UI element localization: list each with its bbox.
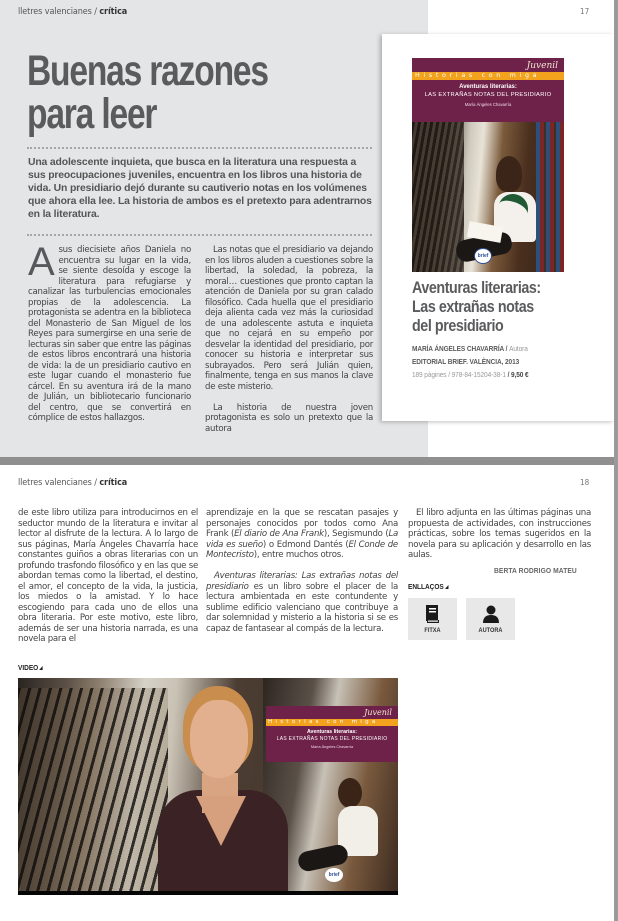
page-17 [0, 0, 614, 457]
corner-arrow-icon [39, 666, 43, 670]
viewer-scrollbar-edge[interactable] [614, 0, 618, 921]
book-isbn: 978-84-15204-38-1 [451, 370, 506, 379]
video-heading: VIDEO [18, 663, 43, 672]
cover-series-label: Juvenil [526, 61, 558, 71]
body-column-3: El libro adjunta en las últimas páginas una propuesta de actividades, con instrucciones prácticas, sobre los temas sugeridos en la novela para su aplicación y desarrollo en las aulas. [408, 508, 591, 560]
library-railings [18, 688, 168, 892]
drop-cap: A [28, 240, 55, 284]
book-title: Aventuras literarias: Las extrañas notas del presidiario [412, 278, 541, 335]
cover-title: Aventuras literarias: [459, 84, 517, 90]
running-header: lletres valencianes / crítica [18, 7, 128, 17]
article-byline: BERTA RODRIGO MATEU [494, 566, 577, 575]
book-author-line: MARÍA ÁNGELES CHAVARRÍA / Autora [412, 344, 528, 353]
video-bottom-bar [18, 891, 398, 895]
cover-author: María Ángeles Chavarría [464, 102, 512, 107]
book-publisher: EDITORIAL BRIEF. VALÈNCIA, 2013 [412, 357, 520, 366]
book-cover-image[interactable] [412, 58, 564, 272]
article-lead: Una adolescente inquieta, que busca en la literatura una respuesta a sus preocupaciones juveniles, encuentra en los libros una historia de vida. Un presidiario dejó durante su cautiverio notas en los volúmenes que ahora ella lee. La historia de ambos es el pretexto para adentrarnos en la literatura. [28, 157, 372, 220]
page-number: 18 [580, 478, 590, 487]
book-pages: 189 pàgines [412, 370, 447, 379]
subsection-name: crítica [99, 7, 128, 17]
running-header: lletres valencianes / crítica [18, 478, 128, 488]
body-column-1: Asus diecisiete años Daniela no encuentra su lugar en la vida, se siente desoída y escoge la literatura para refugiarse y canalizar las turbulencias emocionales propias de la adolescencia. La protagonista se adentra en la biblioteca del Monasterio de San Miguel de los Reyes para sumergirse en una serie de lecturas sin saber que entre las páginas de estos libros encontrará una historia de vida: la de un presidiario cautivo en este lugar cuando el monasterio fue cárcel. En su aventura irá de la mano de Julián, un bibliotecario funcionario del centro, que se convertirá en cómplice de estos hallazgos. [28, 240, 191, 423]
subsection-name: crítica [99, 478, 128, 488]
body-column-2: Las notas que el presidiario va dejando en los libros aluden a cuestiones sobre la libertad, la soledad, la pobreza, la moral… cuestiones que pronto captan la atención de Daniela por su gran calado filosófico. Cada huella que el presidiario deja alienta cada vez más la curiosidad de una adolescente astuta e inquieta que no cejará en su empeño por desvelar la identidad del presidiario, por conocer su historia e interpretar sus subrayados. Pero será Julián quien, finalmente, tenga en sus manos la clave de este misterio. La historia de nuestra joven protagonista es solo un pretexto que la autora [205, 245, 373, 434]
fitxa-link-button[interactable] [408, 598, 457, 640]
person-icon [483, 605, 499, 623]
book-icon [425, 605, 440, 623]
book-author: MARÍA ÁNGELES CHAVARRÍA [412, 344, 504, 353]
fitxa-label: FITXA [424, 627, 441, 634]
links-heading: ENLLAÇOS [408, 582, 448, 591]
autora-link-button[interactable] [466, 598, 515, 640]
video-player[interactable]: brief Juvenil Historias con miga Aventuras literarias: LAS EXTRAÑAS NOTAS DEL PRESIDIARIO María Ángeles Chavarría [18, 678, 398, 895]
page-number: 17 [580, 7, 590, 16]
divider [27, 147, 372, 149]
corner-arrow-icon [445, 585, 449, 589]
body-column-2: aprendizaje en la que se rescatan pasajes y personajes conocidos por todos como Ana Frank (El diario de Ana Frank), Segismundo (La vida es sueño) o Edmond Dantés (El Conde de Montecristo), entre muchos otros. Aventuras literarias: Las extrañas notas del presidiario es un libro sobre el placer de la lectura ambientada en este contundente y sublime edificio valenciano que contribuye a dar solemnidad y misterio a la historia si se es capaz de fantasear al compás de la lectura. [206, 508, 399, 634]
book-details: 189 pàgines / 978-84-15204-38-1 / 9,50 € [412, 370, 529, 379]
cover-band: Historias con miga [412, 72, 564, 80]
body-column-1: de este libro utiliza para introducirnos en el seductor mundo de la literatura e invitar al lector al disfrute de la lectura. A lo largo de sus páginas, María Ángeles Chavarría hace constantes guiños a obras literarias con un profundo trasfondo filosófico y en las que se abordan temas como la libertad, el destino, el amor, el concepto de la vida, la justicia, los miedos o la amistad. Y lo hace escogiendo para cada uno de ellos una obra literaria. Por este motivo, este libro, además de ser una historia narrada, es una novela para el [18, 508, 198, 644]
divider [27, 234, 372, 236]
publisher-logo: brief [474, 248, 492, 264]
section-name: lletres valencianes [18, 478, 92, 488]
section-name: lletres valencianes [18, 7, 92, 17]
publisher-logo: brief [325, 868, 343, 882]
book-info-card [382, 34, 614, 421]
author-role: Autora [509, 344, 528, 353]
autora-label: AUTORA [478, 627, 503, 634]
cover-subtitle: LAS EXTRAÑAS NOTAS DEL PRESIDIARIO [424, 92, 552, 98]
book-price: 9,50 € [511, 370, 529, 379]
page-18 [0, 465, 614, 921]
article-title: Buenas razones para leer [27, 47, 268, 138]
